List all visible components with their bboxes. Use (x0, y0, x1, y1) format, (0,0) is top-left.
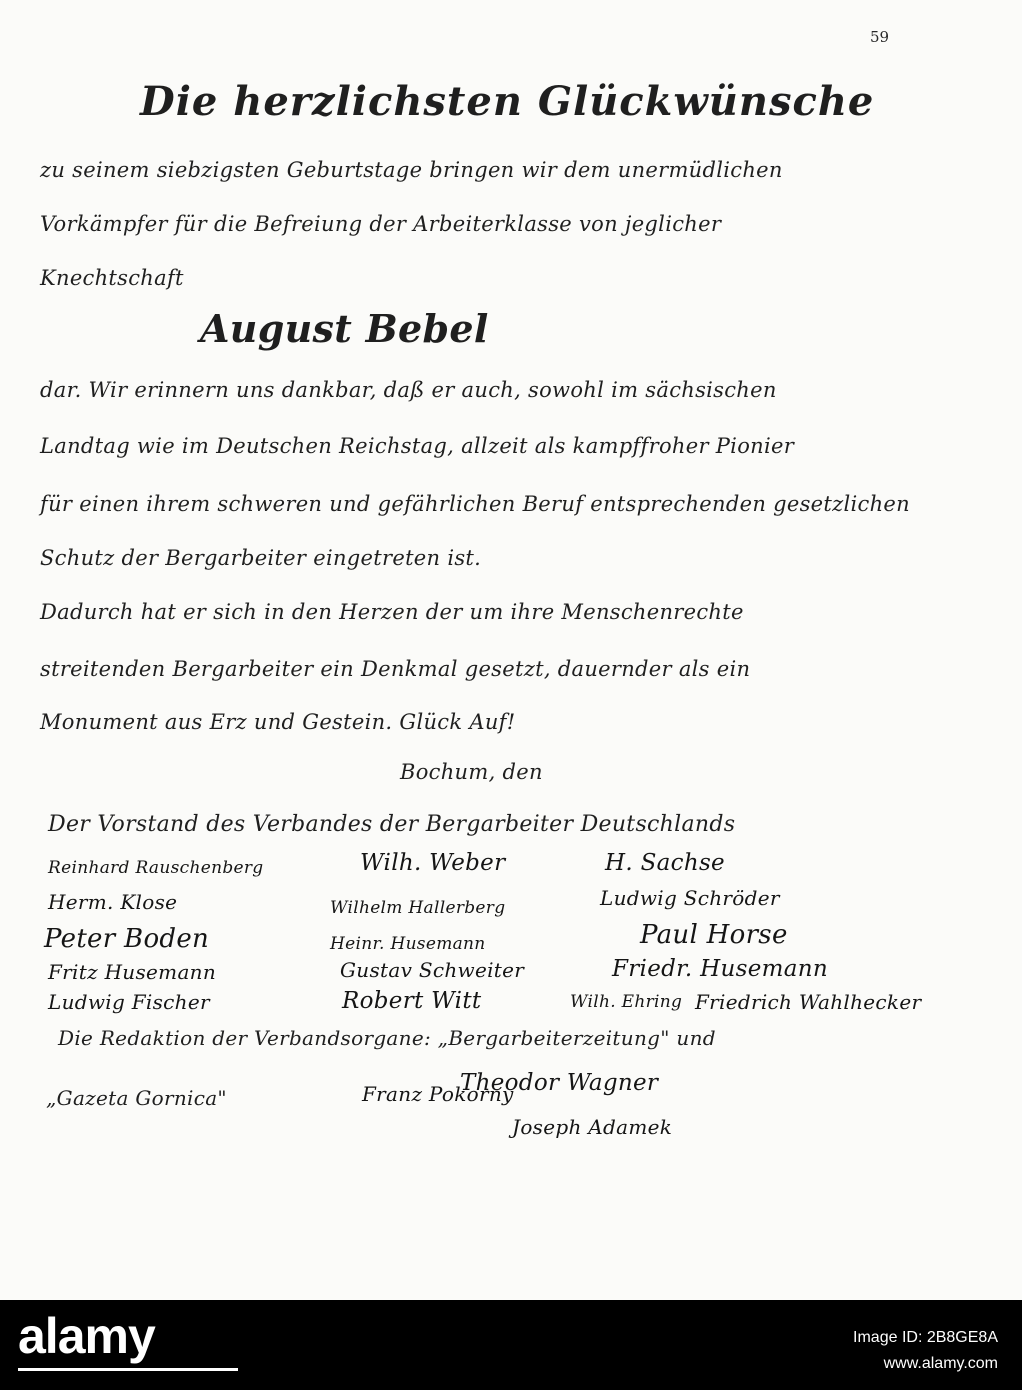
editorial-label: „Gazeta Gornica" (46, 1086, 227, 1110)
letter-heading: Die herzlichsten Glückwünsche (140, 78, 875, 125)
signature: Robert Witt (342, 988, 482, 1014)
signature: Franz Pokorny (362, 1082, 514, 1106)
signature: Joseph Adamek (512, 1115, 673, 1139)
signature: Friedr. Husemann (612, 956, 828, 982)
signature: Heinr. Husemann (330, 934, 486, 954)
signature: H. Sachse (605, 850, 725, 876)
board-label: Der Vorstand des Verbandes der Bergarbeiter Deutschlands (48, 812, 736, 837)
signature: Theodor Wagner (460, 1070, 659, 1096)
signature: Ludwig Fischer (48, 990, 210, 1014)
signature: Wilhelm Hallerberg (330, 898, 506, 918)
signature: Friedrich Wahlhecker (695, 990, 922, 1014)
place-date-line: Bochum, den (400, 760, 543, 784)
text-line: zu seinem siebzigsten Geburtstage bringen wir dem unermüdlichen (40, 158, 783, 182)
signature: Herm. Klose (48, 890, 178, 914)
text-line: Knechtschaft (40, 266, 184, 290)
text-line: streitenden Bergarbeiter ein Denkmal gesetzt, dauernder als ein (40, 657, 751, 681)
brand-logo: alamy (18, 1308, 155, 1364)
signature: Reinhard Rauschenberg (48, 858, 264, 878)
signature: Peter Boden (44, 924, 210, 954)
signature: Wilh. Ehring (570, 992, 683, 1012)
signature: Paul Horse (640, 920, 788, 950)
site-url: www.alamy.com (883, 1355, 998, 1372)
image-id: Image ID: 2B8GE8A (853, 1329, 998, 1346)
text-line: dar. Wir erinnern uns dankbar, daß er auch, sowohl im sächsischen (40, 378, 777, 402)
text-line: Monument aus Erz und Gestein. Glück Auf! (40, 710, 516, 734)
text-line: Schutz der Bergarbeiter eingetreten ist. (40, 546, 482, 570)
editorial-label: Die Redaktion der Verbandsorgane: „Bergarbeiterzeitung" und (58, 1026, 716, 1050)
honoree-name: August Bebel (200, 306, 489, 351)
signature: Wilh. Weber (360, 850, 506, 876)
text-line: Landtag wie im Deutschen Reichstag, allzeit als kampffroher Pionier (40, 434, 795, 458)
footer-meta (853, 1325, 998, 1377)
text-line: Vorkämpfer für die Befreiung der Arbeiterklasse von jeglicher (40, 212, 722, 236)
text-line: Dadurch hat er sich in den Herzen der um ihre Menschenrechte (40, 600, 744, 624)
signature: Fritz Husemann (48, 960, 217, 984)
signature: Gustav Schweiter (340, 958, 525, 982)
page-number: 59 (870, 28, 890, 46)
text-line: für einen ihrem schweren und gefährlichen Beruf entsprechenden gesetzlichen (40, 492, 910, 516)
brand-underline (18, 1368, 238, 1371)
signature: Ludwig Schröder (600, 886, 780, 910)
